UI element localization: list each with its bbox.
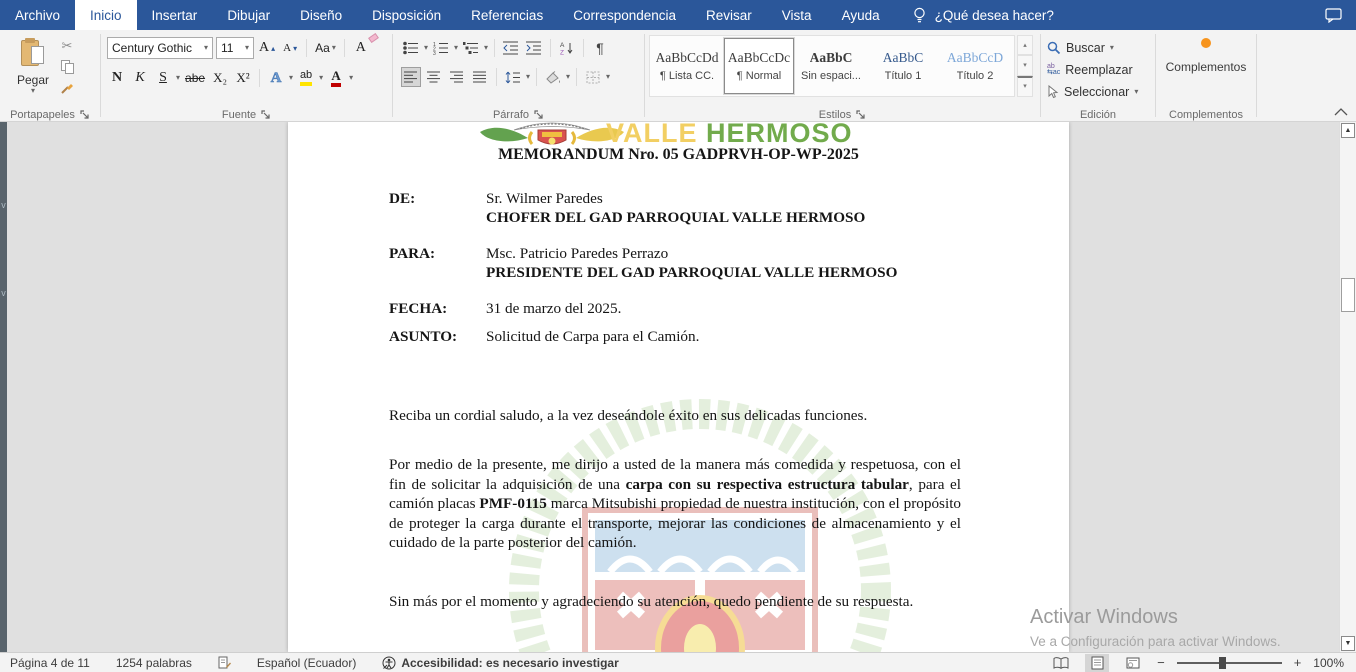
replace-button[interactable]: ab ⇆ac Reemplazar (1047, 63, 1133, 77)
group-styles (645, 30, 1040, 122)
copy-icon[interactable] (58, 59, 76, 75)
find-button[interactable]: Buscar ▾ (1047, 38, 1138, 58)
activate-windows-title: Activar Windows (1030, 606, 1178, 628)
italic-button[interactable]: K (135, 70, 145, 85)
scroll-up-icon[interactable]: ▲ (1341, 123, 1355, 138)
tab-inicio[interactable]: Inicio (75, 0, 137, 30)
font-color-button[interactable]: A (326, 67, 346, 89)
tab-correspondencia[interactable]: Correspondencia (573, 7, 677, 23)
font-dialog-launcher-icon[interactable] (261, 110, 271, 120)
gad-logo-text: VALLE HERMOSO (606, 122, 853, 148)
font-size-select[interactable]: 11 ▾ (216, 37, 254, 59)
titlebar-spacer (1054, 0, 1325, 30)
accessibility-icon (382, 656, 396, 670)
title-bar (0, 0, 1356, 30)
style-card[interactable]: AaBbC Título 1 (882, 50, 924, 82)
style-card[interactable]: AaBbCcDd ¶ Lista CC. (655, 50, 719, 82)
tab-ayuda[interactable]: Ayuda (841, 7, 880, 23)
format-painter-icon[interactable] (58, 80, 76, 96)
field-de: DE: Sr. Wilmer Paredes CHOFER DEL GAD PARROQUIAL VALLE HERMOSO (389, 190, 866, 226)
svg-text:A: A (559, 42, 564, 49)
group-addins (1156, 30, 1256, 122)
grow-font-button[interactable]: A ▴ (259, 40, 276, 55)
clipboard-dialog-launcher-icon[interactable] (80, 110, 90, 120)
paragraph-greeting: Reciba un cordial saludo, a la vez deseándole éxito en sus delicadas funciones. (389, 407, 868, 424)
cut-icon[interactable]: ✂ (61, 38, 73, 53)
print-layout-icon[interactable] (1085, 654, 1109, 672)
background-window-strip: v v (0, 122, 7, 652)
svg-text:Z: Z (559, 49, 564, 55)
group-styles-label: Estilos (818, 109, 852, 121)
change-case-button[interactable]: Aa ▾ (315, 41, 336, 55)
decrease-indent-icon[interactable] (501, 38, 521, 58)
svg-text:1: 1 (433, 42, 436, 48)
styles-scroll-down-icon: ▾ (1017, 55, 1033, 75)
collapse-ribbon-icon[interactable] (1334, 106, 1348, 118)
comments-icon[interactable] (1325, 0, 1342, 30)
bold-button[interactable]: N (111, 70, 123, 85)
paragraph-request: Por medio de la presente, me dirijo a usted de la manera más comedida y respetuosa, con el fin de solicitar la adquisición de una carpa con su respectiva estructura tabular, para el camión placas PMF-0115 marca Mitsubishi propiedad de nuestra institución, con el propósito de proteger la carga durante el transporte, mejorar las condiciones de almacenamiento y el cuidado de la parte posterior del camión. (389, 456, 962, 551)
lightbulb-icon (913, 7, 926, 24)
field-asunto: ASUNTO: Solicitud de Carpa para el Camión. (389, 328, 700, 345)
tab-insertar[interactable]: Insertar (151, 7, 198, 23)
group-editing (1041, 30, 1155, 122)
zoom-level[interactable]: 100% (1313, 655, 1344, 670)
underline-button[interactable]: S (159, 70, 167, 85)
vertical-scrollbar[interactable] (1339, 122, 1356, 652)
group-font: Century Gothic ▾ 11 ▾ A ▴ A ▾ Aa ▾ A N K S ▾ abe X₂ X² A ▾ ab ▾ A ▾ Fuente (101, 30, 392, 122)
shrink-font-button[interactable]: A ▾ (283, 42, 298, 54)
language-indicator[interactable]: Español (Ecuador) (256, 655, 357, 670)
group-editing-label: Edición (1079, 109, 1117, 121)
replace-icon: ab ⇆ac (1047, 63, 1061, 76)
shading-icon[interactable] (543, 67, 563, 87)
superscript-button[interactable]: X² (236, 70, 250, 85)
addins-button[interactable]: Complementos (1156, 38, 1256, 74)
paste-button[interactable] (10, 36, 56, 114)
tab-revisar[interactable]: Revisar (706, 7, 752, 23)
status-bar (0, 652, 1356, 672)
ribbon (0, 30, 1356, 122)
style-card[interactable]: AaBbCcDc ¶ Normal (724, 38, 794, 94)
select-button[interactable]: Seleccionar ▾ (1047, 82, 1138, 102)
styles-more-icon: ▾ (1017, 76, 1033, 97)
search-icon (1047, 41, 1061, 55)
svg-text:3: 3 (433, 51, 436, 55)
multilevel-list-icon[interactable] (461, 38, 481, 58)
ribbon-tabs (0, 0, 895, 30)
group-clipboard (0, 30, 100, 122)
word-count[interactable]: 1254 palabras (115, 655, 192, 670)
tab-disposicion[interactable]: Disposición (372, 7, 442, 23)
select-cursor-icon (1047, 85, 1059, 99)
group-paragraph: ▾ 1 2 3 ▾ ▾ A Z ¶ ▾ ▾ ▾ Párrafo (393, 30, 644, 122)
tab-vista[interactable]: Vista (781, 7, 812, 23)
group-font-label: Fuente (221, 109, 257, 121)
borders-icon[interactable] (583, 67, 603, 87)
styles-gallery (649, 35, 1015, 97)
subscript-button[interactable]: X₂ (213, 70, 227, 85)
web-layout-icon[interactable] (1121, 654, 1145, 672)
align-center-icon[interactable] (424, 67, 444, 87)
justify-icon[interactable] (470, 67, 490, 87)
addins-icon (1201, 38, 1211, 48)
tab-diseno[interactable]: Diseño (300, 7, 343, 23)
zoom-in-button[interactable]: + (1293, 655, 1302, 670)
zoom-slider-thumb[interactable] (1219, 657, 1226, 669)
tab-dibujar[interactable]: Dibujar (227, 7, 271, 23)
group-paragraph-label: Párrafo (492, 109, 530, 121)
numbered-list-icon[interactable] (431, 38, 451, 58)
page-indicator[interactable]: Página 4 de 11 (10, 655, 90, 670)
sort-icon[interactable] (557, 38, 577, 58)
zoom-slider[interactable] (1177, 656, 1282, 670)
field-fecha: FECHA: 31 de marzo del 2025. (389, 300, 622, 317)
scroll-down-icon[interactable]: ▼ (1341, 636, 1355, 651)
style-card[interactable]: AaBbCcD Título 2 (946, 50, 1004, 82)
increase-indent-icon[interactable] (524, 38, 544, 58)
styles-scroll-up-icon: ▴ (1017, 35, 1033, 55)
text-effects-button[interactable]: A (270, 69, 282, 86)
tell-me-label: ¿Qué desea hacer? (934, 7, 1054, 23)
field-para: PARA: Msc. Patricio Paredes Perrazo PRESIDENTE DEL GAD PARROQUIAL VALLE HERMOSO (389, 245, 898, 281)
svg-text:2: 2 (433, 46, 436, 53)
paragraph-closing: Sin más por el momento y agradeciendo su atención, quedo pendiente de su respuesta. (389, 593, 914, 610)
document-canvas (0, 122, 1356, 652)
paragraph-dialog-launcher-icon[interactable] (534, 110, 544, 120)
paste-icon (21, 38, 45, 68)
align-right-icon[interactable] (447, 67, 467, 87)
styles-dialog-launcher-icon[interactable] (856, 110, 866, 120)
align-left-icon[interactable] (401, 67, 421, 87)
styles-scrollbar[interactable] (1017, 35, 1033, 97)
paste-label: Pegar (16, 73, 50, 87)
clear-formatting-button[interactable]: A (351, 37, 371, 59)
line-spacing-icon[interactable] (503, 67, 523, 87)
document-page[interactable] (288, 122, 1069, 652)
activate-windows-subtitle: Ve a Configuración para activar Windows. (1030, 634, 1281, 649)
chevron-down-icon: ▾ (30, 86, 35, 95)
scrollbar-thumb[interactable] (1341, 278, 1355, 312)
tab-referencias[interactable]: Referencias (471, 7, 544, 23)
style-card[interactable]: AaBbC Sin espaci... (801, 50, 861, 82)
group-clipboard-label: Portapapeles (10, 109, 75, 121)
strikethrough-button[interactable]: abe (185, 71, 206, 85)
bullet-list-icon[interactable] (401, 38, 421, 58)
memo-title: MEMORANDUM Nro. 05 GADPRVH-OP-WP-2025 (498, 146, 859, 163)
text-highlight-button[interactable]: ab (296, 67, 316, 89)
proofing-icon[interactable] (218, 656, 231, 669)
zoom-out-button[interactable]: − (1157, 655, 1165, 670)
font-family-select[interactable]: Century Gothic ▾ (107, 37, 213, 59)
accessibility-status[interactable]: Accesibilidad: es necesario investigar (382, 656, 618, 670)
read-mode-icon[interactable] (1049, 654, 1073, 672)
tell-me[interactable] (913, 0, 1054, 30)
show-marks-icon[interactable]: ¶ (596, 40, 604, 56)
group-addins-label: Complementos (1169, 109, 1243, 121)
tab-archivo[interactable]: Archivo (15, 7, 61, 23)
